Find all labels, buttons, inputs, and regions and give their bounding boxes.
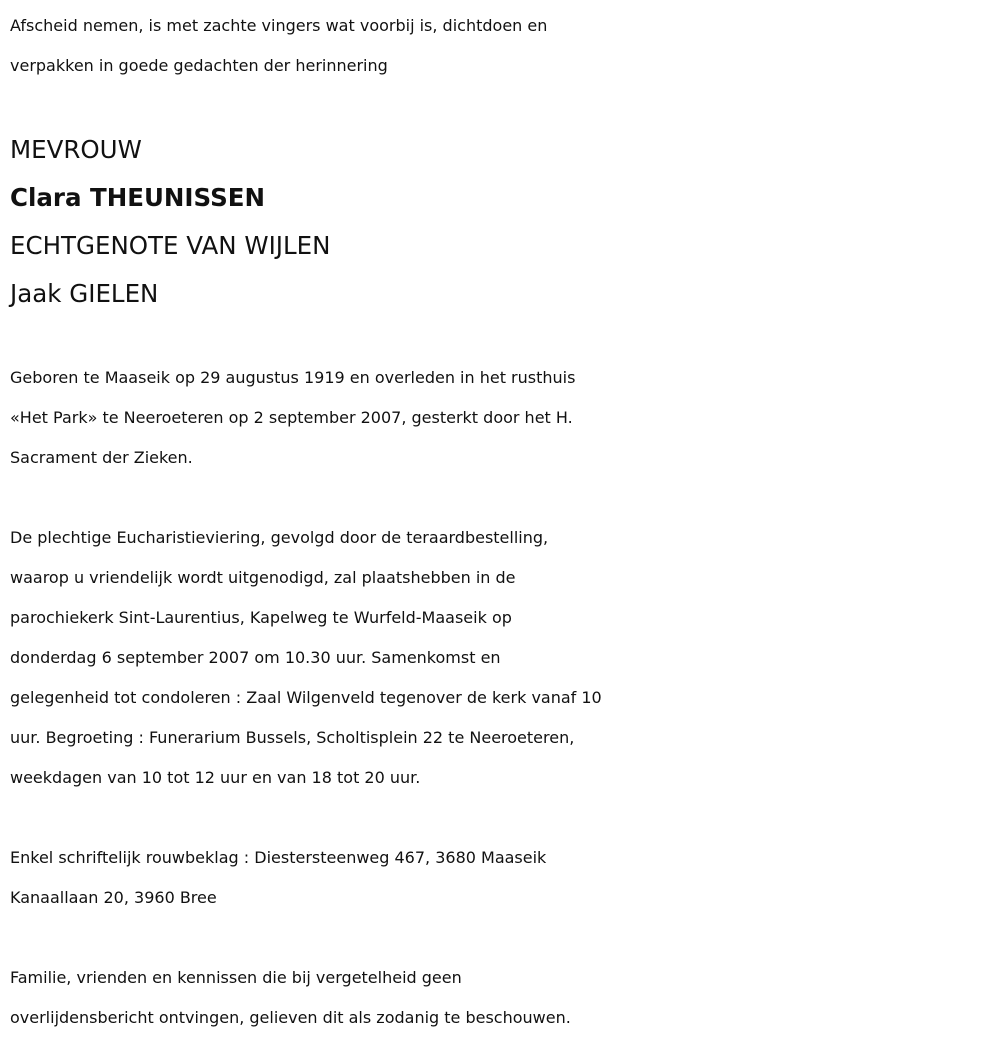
spouse-name: Jaak GIELEN [10, 279, 159, 308]
quote-line: Afscheid nemen, is met zachte vingers wat voorbij is, dichtdoen en [10, 16, 548, 35]
paragraph-line: Geboren te Maaseik op 29 augustus 1919 en overleden in het rusthuis [10, 368, 576, 387]
paragraph-line: parochiekerk Sint-Laurentius, Kapelweg te Wurfeld-Maaseik op [10, 608, 512, 627]
paragraph-line: Familie, vrienden en kennissen die bij vergetelheid geen [10, 968, 462, 987]
paragraph-line: waarop u vriendelijk wordt uitgenodigd, zal plaatshebben in de [10, 568, 516, 587]
quote-line: verpakken in goede gedachten der herinnering [10, 56, 388, 75]
relation-label: ECHTGENOTE VAN WIJLEN [10, 231, 331, 260]
paragraph-line: weekdagen van 10 tot 12 uur en van 18 tot 20 uur. [10, 768, 421, 787]
spacer [10, 918, 995, 958]
spacer [10, 478, 995, 518]
farewell-quote [10, 6, 995, 86]
paragraph-line: De plechtige Eucharistieviering, gevolgd door de teraardbestelling, [10, 528, 549, 547]
notice-paragraph [10, 958, 995, 1038]
ceremony-paragraph [10, 518, 995, 798]
deceased-name: Clara THEUNISSEN [10, 183, 265, 212]
paragraph-line: overlijdensbericht ontvingen, gelieven dit als zodanig te beschouwen. [10, 1008, 571, 1027]
paragraph-line: «Het Park» te Neeroeteren op 2 september 2007, gesterkt door het H. [10, 408, 573, 427]
spacer [10, 86, 995, 126]
paragraph-line: donderdag 6 september 2007 om 10.30 uur. Samenkomst en [10, 648, 501, 667]
spacer [10, 318, 995, 358]
paragraph-line: Sacrament der Zieken. [10, 448, 193, 467]
paragraph-line: uur. Begroeting : Funerarium Bussels, Scholtisplein 22 te Neeroeteren, [10, 728, 575, 747]
obituary-notice [10, 6, 995, 1038]
paragraph-line: gelegenheid tot condoleren : Zaal Wilgenveld tegenover de kerk vanaf 10 [10, 688, 602, 707]
condolences-paragraph [10, 838, 995, 918]
paragraph-line: Enkel schriftelijk rouwbeklag : Diestersteenweg 467, 3680 Maaseik [10, 848, 547, 867]
birth-death-paragraph [10, 358, 995, 478]
paragraph-line: Kanaallaan 20, 3960 Bree [10, 888, 217, 907]
spacer [10, 798, 995, 838]
honorific-title: MEVROUW [10, 135, 142, 164]
